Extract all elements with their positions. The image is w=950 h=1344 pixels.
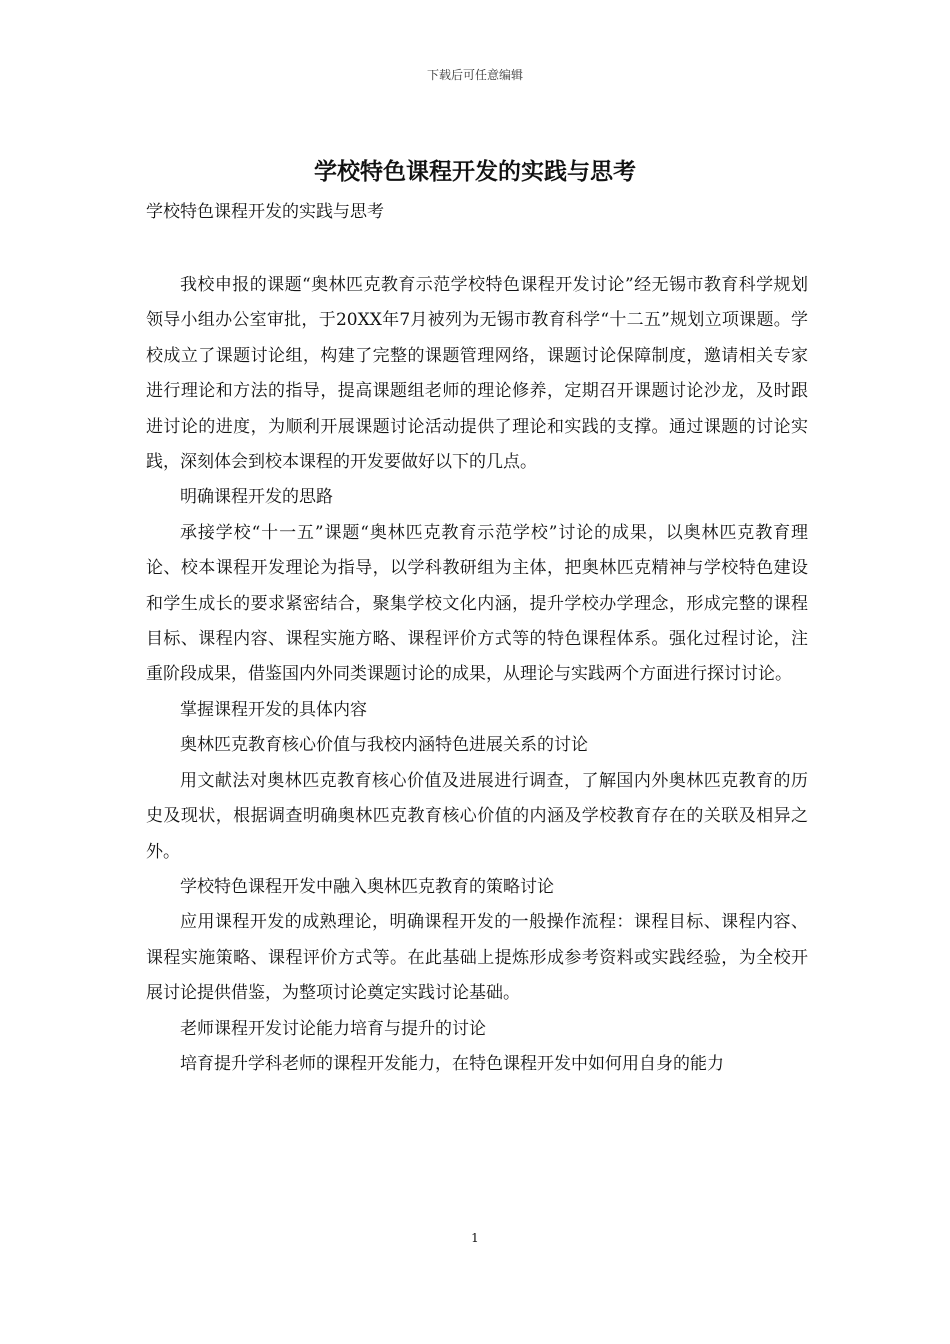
paragraph-intro: 我校申报的课题“奥林匹克教育示范学校特色课程开发讨论”经无锡市教育科学规划领导小组办公室审批，于20XX年7月被列为无锡市教育科学“十二五”规划立项课题。学校成立了课题讨论组，构建了完整的课题管理网络，课题讨论保障制度，邀请相关专家进行理论和方法的指导，提高课题组老师的理论修养，定期召开课题讨论沙龙，及时跟进讨论的进度，为顺利开展课题讨论活动提供了理论和实践的支撑。通过课题的讨论实践，深刻体会到校本课程的开发要做好以下的几点。 <box>146 275 808 473</box>
document-subtitle: 学校特色课程开发的实践与思考 <box>146 202 384 222</box>
paragraph-approach: 承接学校“十一五”课题“奥林匹克教育示范学校”讨论的成果，以奥林匹克教育理论、校本课程开发理论为指导，以学科教研组为主体，把奥林匹克精神与学校特色建设和学生成长的要求紧密结合，聚集学校文化内涵，提升学校办学理念，形成完整的课程目标、课程内容、课程实施方略、课程评价方式等的特色课程体系。强化过程讨论，注重阶段成果，借鉴国内外同类课题讨论的成果，从理论与实践两个方面进行探讨讨论。 <box>146 522 808 685</box>
section-heading-approach: 明确课程开发的思路 <box>180 487 333 508</box>
document-body <box>146 268 808 1082</box>
paragraph-core-values: 用文献法对奥林匹克教育核心价值及进展进行调查，了解国内外奥林匹克教育的历史及现状，根据调查明确奥林匹克教育核心价值的内涵及学校教育存在的关联及相异之外。 <box>146 770 808 862</box>
section-heading-content: 掌握课程开发的具体内容 <box>180 699 367 720</box>
paragraph-strategy: 应用课程开发的成熟理论，明确课程开发的一般操作流程：课程目标、课程内容、课程实施策略、课程评价方式等。在此基础上提炼形成参考资料或实践经验，为全校开展讨论提供借鉴，为整项讨论奠定实践讨论基础。 <box>146 912 808 1004</box>
subsection-heading-core-values: 奥林匹克教育核心价值与我校内涵特色进展关系的讨论 <box>180 735 588 756</box>
header-note: 下载后可任意编辑 <box>426 68 523 82</box>
document-title: 学校特色课程开发的实践与思考 <box>314 158 636 185</box>
paragraph-teacher-ability: 培育提升学科老师的课程开发能力，在特色课程开发中如何用自身的能力 <box>180 1053 724 1074</box>
subsection-heading-teacher-ability: 老师课程开发讨论能力培育与提升的讨论 <box>180 1018 486 1039</box>
page-number: 1 <box>471 1231 479 1245</box>
subsection-heading-strategy: 学校特色课程开发中融入奥林匹克教育的策略讨论 <box>180 876 554 897</box>
